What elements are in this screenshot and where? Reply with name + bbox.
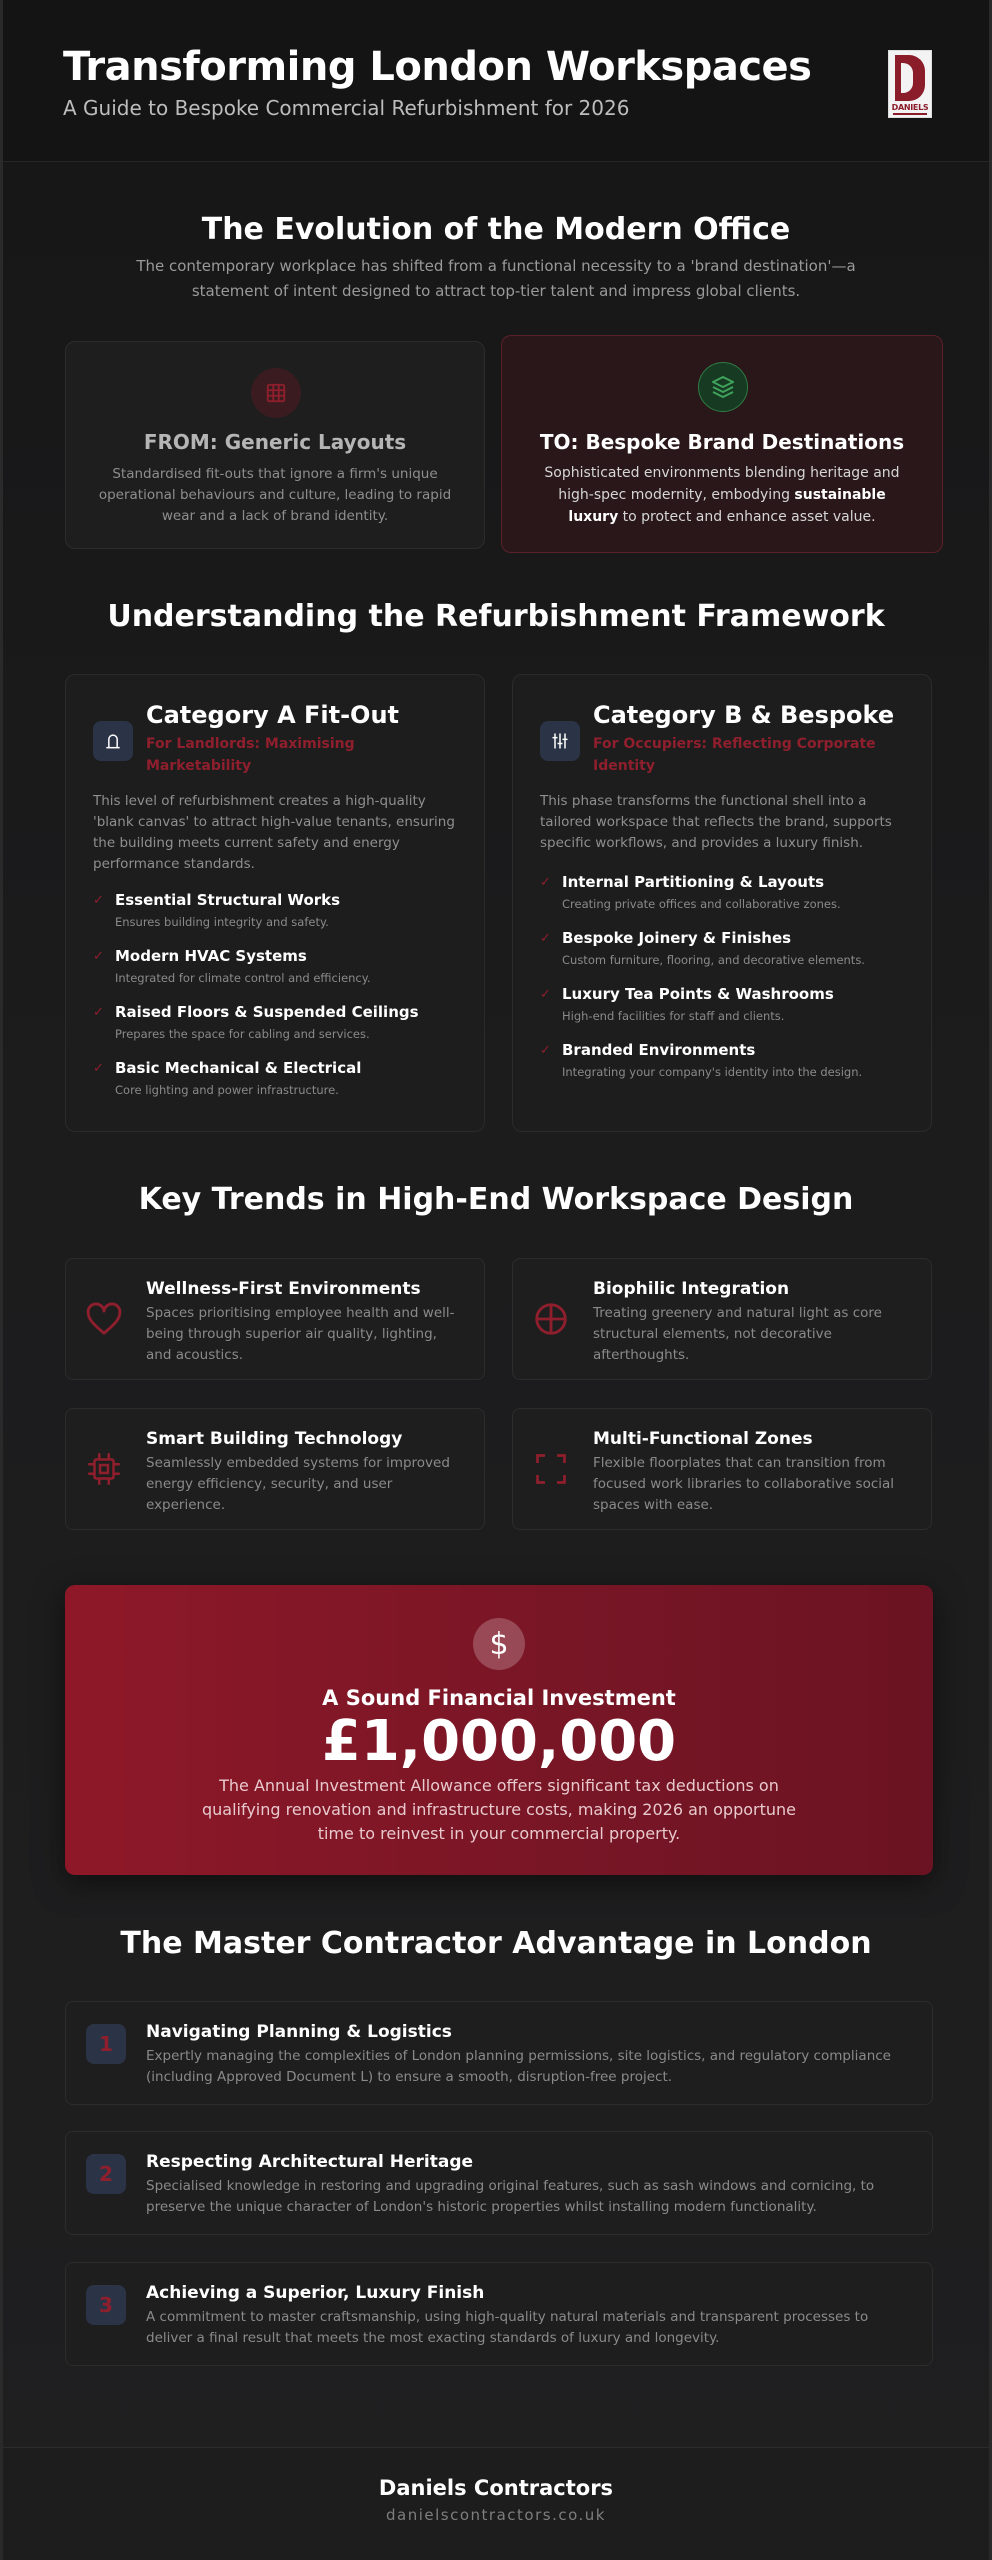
trend-title: Biophilic Integration: [593, 1279, 790, 1299]
advantage-card: [65, 2262, 933, 2366]
logo-mark: [895, 55, 925, 101]
trend-text: Flexible floorplates that can transition from focused work libraries to collaborative social spaces with ease.: [593, 1455, 895, 1513]
to-card-title: TO: Bespoke Brand Destinations: [539, 430, 905, 454]
globe-icon: [531, 1299, 571, 1339]
footer: [3, 2447, 989, 2560]
trend-text: Spaces prioritising employee health and well-being through superior air quality, lighting, and acoustics.: [146, 1305, 455, 1363]
advantage-card: [65, 2001, 933, 2105]
page-subtitle: A Guide to Bespoke Commercial Refurbishment for 2026: [63, 96, 630, 120]
to-card-text-start: Sophisticated environments blending heritage and high-spec modernity, embodying: [544, 465, 900, 503]
trend-title: Wellness-First Environments: [146, 1279, 421, 1299]
finance-amount: £1,000,000: [321, 1709, 677, 1774]
footer-company-name: Daniels Contractors: [378, 2476, 614, 2500]
list-item-title: Internal Partitioning & Layouts: [562, 873, 825, 891]
list-item-title: Bespoke Joinery & Finishes: [562, 929, 792, 947]
check-icon: ✓: [540, 875, 551, 890]
advantage-item-title: Achieving a Superior, Luxury Finish: [146, 2283, 485, 2303]
category-b-card: [512, 674, 932, 1132]
frame-icon: [531, 1449, 571, 1489]
category-b-desc: This phase transforms the functional shell into a tailored workspace that reflects the brand, supports specific workflows, and provides a luxury finish.: [540, 793, 892, 851]
logo-text: DANIELS: [891, 103, 929, 112]
list-item-title: Essential Structural Works: [115, 891, 341, 909]
trend-card-wellness: [65, 1258, 485, 1380]
to-card: [501, 335, 943, 553]
list-item-sub: Integrated for climate control and efficiency.: [115, 971, 371, 985]
to-card-text-bold: sustainable luxury: [568, 487, 886, 525]
list-item-title: Raised Floors & Suspended Ceilings: [115, 1003, 419, 1021]
step-number: 2: [86, 2154, 126, 2194]
advantage-card: [65, 2131, 933, 2235]
list-item-sub: Custom furniture, flooring, and decorative elements.: [562, 953, 865, 967]
trend-text: Seamlessly embedded systems for improved energy efficiency, security, and user experience.: [146, 1455, 450, 1513]
trend-title: Multi-Functional Zones: [593, 1429, 813, 1449]
advantage-item-title: Respecting Architectural Heritage: [146, 2152, 474, 2172]
to-card-text: [532, 462, 912, 528]
step-number: 3: [86, 2285, 126, 2325]
check-icon: ✓: [93, 1005, 104, 1020]
sliders-icon: [540, 721, 580, 761]
finance-text: The Annual Investment Allowance offers significant tax deductions on qualifying renovation and infrastructure costs, making 2026 an opportune time to reinvest in your commercial property.: [201, 1776, 797, 1843]
page-title: Transforming London Workspaces: [63, 44, 812, 90]
from-card-text: Standardised fit-outs that ignore a firm's unique operational behaviours and culture, leading to rapid wear and a lack of brand identity.: [98, 466, 452, 524]
evolution-subtitle: The contemporary workplace has shifted from a functional necessity to a 'brand destination'—a statement of intent designed to attract top-tier talent and impress global clients.: [136, 257, 856, 300]
dollar-icon: [473, 1618, 525, 1670]
list-item-sub: High-end facilities for staff and clients.: [562, 1009, 785, 1023]
category-a-desc: This level of refurbishment creates a high-quality 'blank canvas' to attract high-value tenants, ensuring the building meets current safety and energy performance standards.: [93, 793, 455, 872]
trend-title: Smart Building Technology: [146, 1429, 403, 1449]
advantage-title: The Master Contractor Advantage in London: [120, 1926, 872, 1961]
footer-website-link[interactable]: danielscontractors.co.uk: [386, 2506, 606, 2524]
check-icon: ✓: [93, 949, 104, 964]
trends-title: Key Trends in High-End Workspace Design: [138, 1182, 854, 1217]
advantage-item-text: A commitment to master craftsmanship, using high-quality natural materials and transparent processes to deliver a final result that meets the most exacting standards of luxury and longevity.: [146, 2309, 869, 2346]
category-a-title: Category A Fit-Out: [146, 701, 400, 729]
advantage-item-text: Expertly managing the complexities of London planning permissions, site logistics, and regulatory compliance (including Approved Document L) to ensure a smooth, disruption-free project.: [146, 2048, 891, 2085]
advantage-item-text: Specialised knowledge in restoring and upgrading original features, such as sash windows and cornicing, to preserve the unique character of London's historic properties whilst installing modern functionality.: [146, 2178, 875, 2215]
list-item-title: Branded Environments: [562, 1041, 756, 1059]
list-item-sub: Creating private offices and collaborative zones.: [562, 897, 841, 911]
layers-icon: [698, 362, 748, 412]
list-item-sub: Core lighting and power infrastructure.: [115, 1083, 339, 1097]
list-item-title: Luxury Tea Points & Washrooms: [562, 985, 834, 1003]
finance-banner: [65, 1585, 933, 1875]
list-item-title: Modern HVAC Systems: [115, 947, 307, 965]
check-icon: ✓: [540, 931, 551, 946]
check-icon: ✓: [93, 1061, 104, 1076]
advantage-item-title: Navigating Planning & Logistics: [146, 2022, 452, 2042]
from-card-title: FROM: Generic Layouts: [143, 430, 407, 454]
trend-card-smart: [65, 1408, 485, 1530]
check-icon: ✓: [93, 893, 104, 908]
finance-title: A Sound Financial Investment: [322, 1686, 676, 1710]
list-item-sub: Integrating your company's identity into the design.: [562, 1065, 863, 1079]
header: [3, 0, 989, 162]
category-a-card: [65, 674, 485, 1132]
list-item-title: Basic Mechanical & Electrical: [115, 1059, 362, 1077]
to-card-text-end: to protect and enhance asset value.: [618, 509, 876, 525]
evolution-title: The Evolution of the Modern Office: [201, 212, 791, 247]
category-a-tag: For Landlords: Maximising Marketability: [146, 736, 355, 774]
from-card: [65, 341, 485, 549]
bell-icon: [93, 721, 133, 761]
heart-icon: [84, 1299, 124, 1339]
category-b-tag: For Occupiers: Reflecting Corporate Identity: [593, 736, 876, 774]
step-number: 1: [86, 2024, 126, 2064]
chip-icon: [84, 1449, 124, 1489]
dollar-glyph: $: [489, 1626, 509, 1662]
trend-card-multifunctional: [512, 1408, 932, 1530]
trend-card-biophilic: [512, 1258, 932, 1380]
category-b-title: Category B & Bespoke: [593, 701, 895, 729]
check-icon: ✓: [540, 987, 551, 1002]
list-item-sub: Prepares the space for cabling and services.: [115, 1027, 370, 1041]
trend-text: Treating greenery and natural light as core structural elements, not decorative afterthoughts.: [593, 1305, 882, 1363]
check-icon: ✓: [540, 1043, 551, 1058]
framework-title: Understanding the Refurbishment Framework: [107, 599, 885, 634]
list-item-sub: Ensures building integrity and safety.: [115, 915, 329, 929]
daniels-logo: [888, 50, 932, 118]
logo-underline: [893, 113, 927, 115]
grid-icon: [251, 368, 301, 418]
